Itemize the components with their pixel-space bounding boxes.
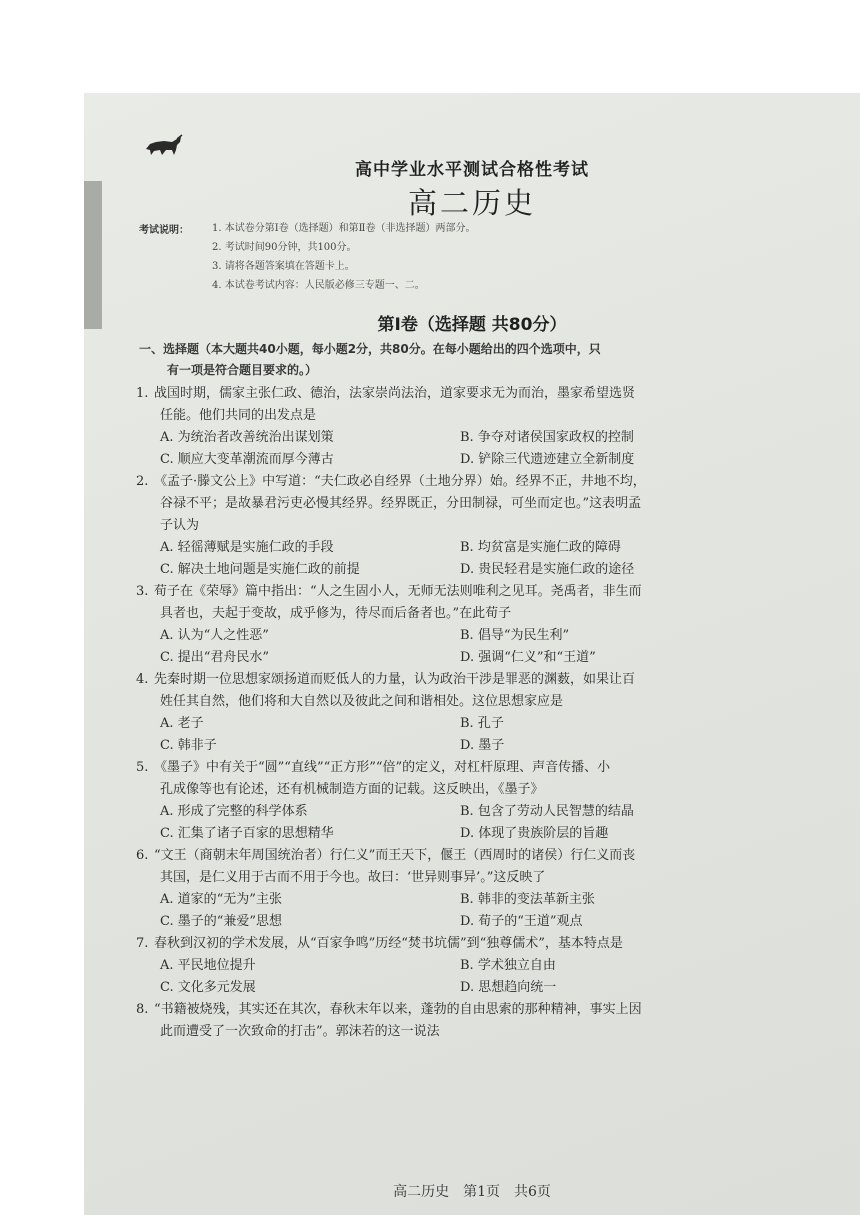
- exam-notes: [212, 219, 475, 295]
- answer-option: B. 均贫富是实施仁政的障碍: [460, 540, 621, 555]
- answer-option: D. 荀子的“王道”观点: [460, 914, 583, 929]
- section-instructions: 一、选择题（本大题共40小题，每小题2分，共80分。在每小题给出的四个选项中，只 有一项是符合题目要求的。）: [139, 342, 601, 377]
- stem-line: 战国时期，儒家主张仁政、德治，法家崇尚法治，道家要求无为而治，墨家希望选贤: [154, 386, 636, 401]
- question-number: 7.: [136, 936, 149, 951]
- stem-line: “书籍被烧残，其实还在其次，春秋末年以来，蓬勃的自由思索的那种精神，事实上因: [154, 1002, 642, 1017]
- stem-line: 《墨子》中有关于“圆”“直线”“正方形”“倍”的定义，对杠杆原理、声音传播、小: [154, 760, 611, 775]
- question-number: 2.: [136, 474, 149, 489]
- option-grid: [136, 625, 826, 669]
- exam-paper-photo: [84, 93, 860, 1215]
- stem-line: 荀子在《荣辱》篇中指出：“人之生固小人，无师无法则唯利之见耳。尧禹者，非生而: [154, 584, 642, 599]
- question-item: [136, 757, 826, 845]
- answer-option: D. 强调“仁义”和“王道”: [460, 650, 596, 665]
- answer-option: C. 提出“君舟民水”: [160, 650, 270, 665]
- stem-line: 具者也，夫起于变故，成乎修为，待尽而后备者也。”在此荀子: [160, 606, 512, 621]
- answer-option: C. 墨子的“兼爱”思想: [160, 914, 283, 929]
- question-item: [136, 581, 826, 669]
- question-number: 1.: [136, 386, 149, 401]
- question-item: [136, 471, 826, 581]
- answer-option: C. 文化多元发展: [160, 980, 256, 995]
- stem-line: 此而遭受了一次致命的打击”。郭沫若的这一说法: [160, 1024, 440, 1039]
- answer-option: C. 解决土地问题是实施仁政的前提: [160, 562, 360, 577]
- answer-option: A. 道家的“无为”主张: [160, 892, 282, 907]
- question-stem: [136, 669, 826, 713]
- question-stem: [136, 383, 826, 427]
- answer-option: B. 孔子: [460, 716, 504, 731]
- question-list: [136, 383, 826, 1043]
- stem-line: “文王（商朝末年周国统治者）行仁义”而王天下，偃王（西周时的诸侯）行仁义而丧: [154, 848, 636, 863]
- option-grid: [136, 955, 826, 999]
- stem-line: 《孟子·滕文公上》中写道：“夫仁政必自经界（土地分界）始。经界不正，井地不均，: [154, 474, 646, 489]
- question-stem: [136, 999, 826, 1043]
- stem-line: 先秦时期一位思想家颂扬道而贬低人的力量，认为政治干涉是罪恶的渊薮，如果让百: [154, 672, 636, 687]
- question-item: [136, 933, 826, 999]
- question-number: 5.: [136, 760, 149, 775]
- note-item: 4. 本试卷考试内容：人民版必修三专题一、二。: [212, 280, 425, 291]
- stem-line: 任能。他们共同的出发点是: [160, 408, 317, 423]
- answer-option: C. 韩非子: [160, 738, 217, 753]
- answer-option: A. 形成了完整的科学体系: [160, 804, 308, 819]
- answer-option: D. 墨子: [460, 738, 505, 753]
- answer-option: B. 包含了劳动人民智慧的结晶: [460, 804, 634, 819]
- answer-option: C. 汇集了诸子百家的思想精华: [160, 826, 334, 841]
- answer-option: B. 争夺对诸侯国家政权的控制: [460, 430, 634, 445]
- answer-option: A. 轻徭薄赋是实施仁政的手段: [160, 540, 334, 555]
- section-title: 第Ⅰ卷（选择题 共80分）: [377, 315, 567, 335]
- answer-option: D. 铲除三代遗迹建立全新制度: [460, 452, 635, 467]
- question-stem: [136, 845, 826, 889]
- stem-line: 姓任其自然，他们将和大自然以及彼此之间和谐相处。这位思想家应是: [160, 694, 564, 709]
- question-number: 4.: [136, 672, 149, 687]
- stem-line: 孔成像等也有论述，还有机械制造方面的记载。这反映出，《墨子》: [160, 782, 544, 797]
- question-stem: [136, 471, 826, 537]
- answer-option: B. 学术独立自由: [460, 958, 556, 973]
- answer-option: A. 老子: [160, 716, 204, 731]
- page-footer: 高二历史 第1页 共6页: [393, 1184, 551, 1200]
- exam-subject: 高二历史: [407, 186, 536, 220]
- answer-option: A. 平民地位提升: [160, 958, 256, 973]
- stem-line: 春秋到汉初的学术发展，从“百家争鸣”历经“焚书坑儒”到“独尊儒术”，基本特点是: [154, 936, 623, 951]
- question-item: [136, 845, 826, 933]
- note-item: 2. 考试时间90分钟，共100分。: [212, 242, 357, 253]
- answer-option: D. 贵民轻君是实施仁政的途径: [460, 562, 635, 577]
- question-number: 8.: [136, 1002, 149, 1017]
- stem-line: 其国，是仁义用于古而不用于今也。故曰：‘世异则事异’。”这反映了: [160, 870, 546, 885]
- answer-option: A. 认为“人之性恶”: [160, 628, 269, 643]
- question-stem: [136, 581, 826, 625]
- answer-option: B. 韩非的变法革新主张: [460, 892, 595, 907]
- note-item: 1. 本试卷分第Ⅰ卷（选择题）和第Ⅱ卷（非选择题）两部分。: [212, 223, 476, 234]
- stem-line: 子认为: [160, 518, 200, 533]
- option-grid: [136, 427, 826, 471]
- notes-label: 考试说明：: [139, 225, 189, 236]
- question-number: 6.: [136, 848, 149, 863]
- option-grid: [136, 713, 826, 757]
- answer-option: B. 倡导“为民生利”: [460, 628, 570, 643]
- option-grid: [136, 889, 826, 933]
- question-item: [136, 999, 826, 1043]
- note-item: 3. 请将各题答案填在答题卡上。: [212, 261, 355, 272]
- answer-option: A. 为统治者改善统治出谋划策: [160, 430, 334, 445]
- option-grid: [136, 537, 826, 581]
- stem-line: 谷禄不平；是故暴君污吏必慢其经界。经界既正，分田制禄，可坐而定也。”这表明孟: [160, 496, 642, 511]
- option-grid: [136, 801, 826, 845]
- question-stem: [136, 933, 826, 955]
- question-item: [136, 669, 826, 757]
- answer-option: C. 顺应大变革潮流而厚今薄古: [160, 452, 334, 467]
- answer-option: D. 体现了贵族阶层的旨趣: [460, 826, 609, 841]
- question-number: 3.: [136, 584, 149, 599]
- answer-option: D. 思想趋向统一: [460, 980, 557, 995]
- exam-title: 高中学业水平测试合格性考试: [355, 160, 589, 180]
- question-item: [136, 383, 826, 471]
- question-stem: [136, 757, 826, 801]
